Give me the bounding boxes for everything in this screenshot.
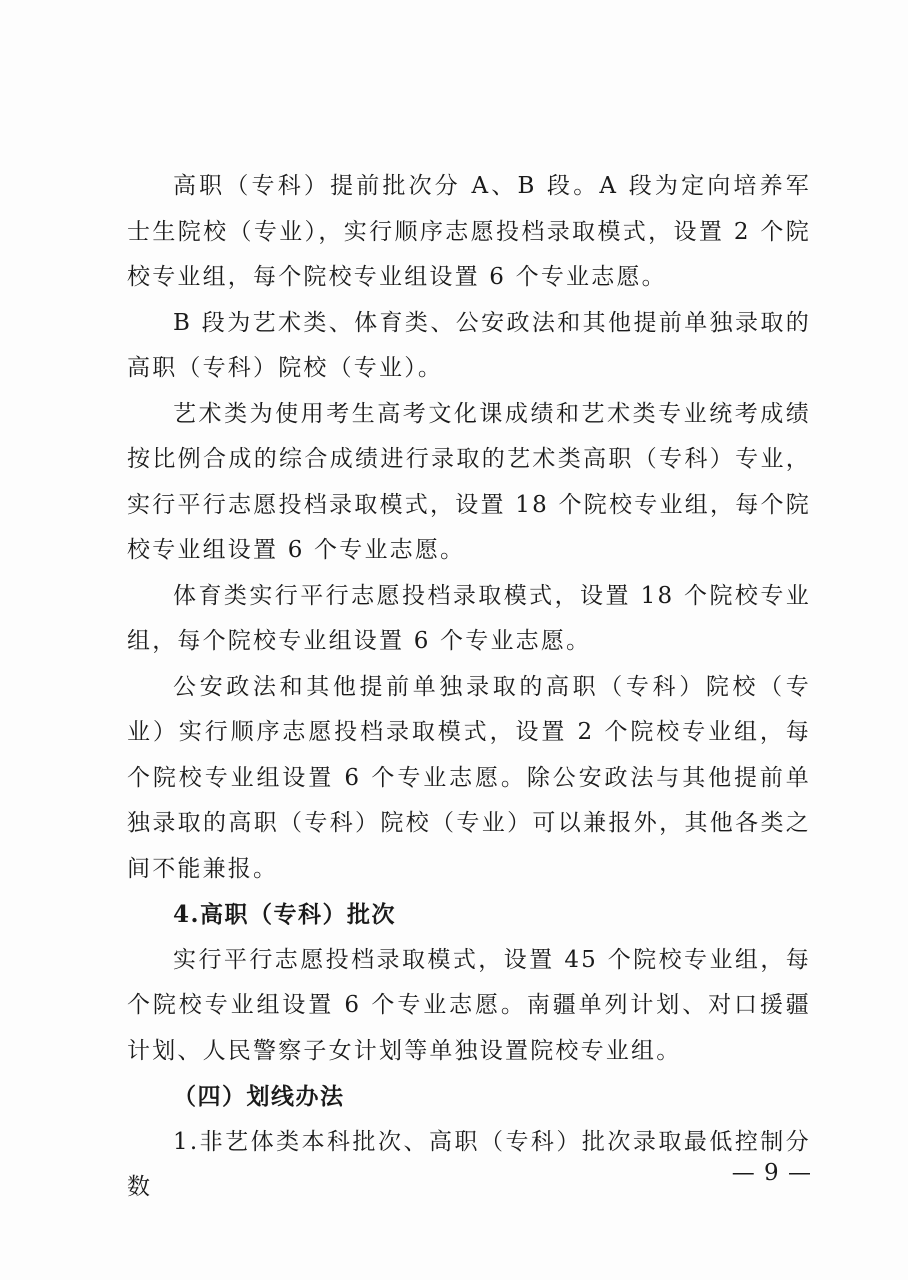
paragraph-vocational-early-batch: 高职（专科）提前批次分 A、B 段。A 段为定向培养军士生院校（专业），实行顺序志愿投档录取模式，设置 2 个院校专业组，每个院校专业组设置 6 个专业志愿。 [127,173,811,290]
document-body [127,164,811,1211]
page-number: — 9 — [731,1160,812,1186]
paragraph-vocational-batch: 实行平行志愿投档录取模式，设置 45 个院校专业组，每个院校专业组设置 6 个专业志愿。南疆单列计划、对口援疆计划、人民警察子女计划等单独设置院校专业组。 [127,946,811,1064]
paragraph-art-category: 艺术类为使用考生高考文化课成绩和艺术类专业统考成绩按比例合成的综合成绩进行录取的艺术类高职（专科）专业，实行平行志愿投档录取模式，设置 18 个院校专业组，每个院校专业组设置 6 个专业志愿。 [127,400,811,563]
paragraph-cutoff-rule: 1.非艺体类本科批次、高职（专科）批次录取最低控制分数 [127,1128,811,1200]
paragraph-sports-category: 体育类实行平行志愿投档录取模式，设置 18 个院校专业组，每个院校专业组设置 6 个专业志愿。 [127,582,811,654]
paragraph-b-segment: B 段为艺术类、体育类、公安政法和其他提前单独录取的高职（专科）院校（专业）。 [127,309,811,381]
section-heading-cutoff-method: （四）划线办法 [173,1083,345,1110]
heading-vocational-batch: 4.高职（专科）批次 [173,901,397,928]
paragraph-police-law: 公安政法和其他提前单独录取的高职（专科）院校（专业）实行顺序志愿投档录取模式，设置 2 个院校专业组，每个院校专业组设置 6 个专业志愿。除公安政法与其他提前单独录取的高职（专科）院校（专业）可以兼报外，其他各类之间不能兼报。 [127,673,811,882]
